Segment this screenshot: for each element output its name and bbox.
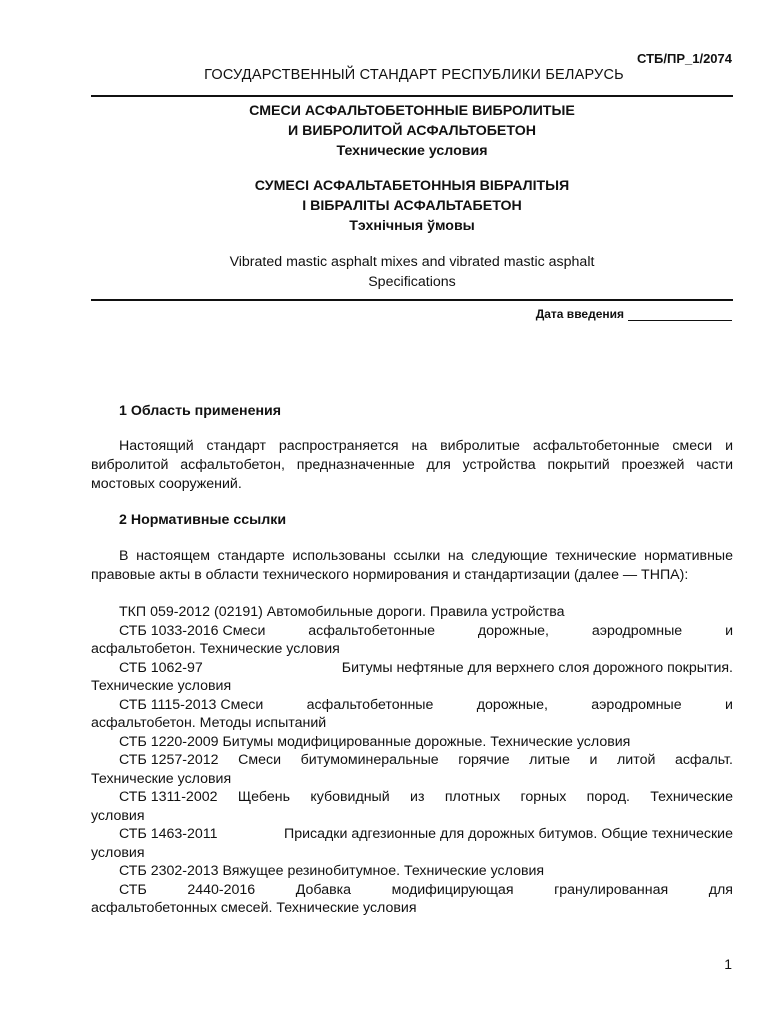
reference-word: модифицирующая xyxy=(391,881,514,898)
reference-word: дорожные, xyxy=(476,696,548,713)
reference-word: 2440-2016 xyxy=(187,881,256,898)
reference-continuation: асфальтобетонных смесей. Технические условия xyxy=(91,900,417,916)
reference-line xyxy=(91,881,733,900)
reference-line xyxy=(91,603,733,622)
reference-continuation: Технические условия xyxy=(91,770,232,787)
reference-word: Битумы нефтяные для верхнего слоя дорожного покрытия. xyxy=(341,659,733,676)
title-ru-line1: СМЕСИ АСФАЛЬТОБЕТОННЫЕ ВИБРОЛИТЫЕ xyxy=(249,103,575,119)
reference-word: ТКП 059-2012 (02191) Автомобильные дороги. Правила устройства xyxy=(119,604,565,620)
reference-word: Щебень xyxy=(237,789,290,805)
effective-date xyxy=(536,307,732,321)
reference-item xyxy=(91,622,733,659)
reference-word: СТБ 1463-2011 xyxy=(119,826,218,842)
reference-word: гранулированная xyxy=(554,881,669,898)
reference-word: и xyxy=(725,622,733,639)
reference-word: дорожные, xyxy=(477,622,549,639)
reference-word: аэродромные xyxy=(591,696,682,713)
reference-item xyxy=(91,825,733,862)
reference-word: СТБ 1257-2012 xyxy=(119,752,219,768)
reference-continuation: условия xyxy=(91,807,145,824)
reference-item xyxy=(91,788,733,825)
section-2-heading: 2 Нормативные ссылки xyxy=(119,512,287,528)
reference-word: асфальтобетонные xyxy=(308,622,435,639)
reference-word: и xyxy=(589,752,598,768)
reference-word: Добавка xyxy=(295,881,352,898)
reference-word: Присадки адгезионные для дорожных битумов. Общие технические xyxy=(284,826,733,842)
effective-date-label: Дата введения xyxy=(535,307,624,321)
reference-item xyxy=(91,881,733,918)
title-en-line2: Specifications xyxy=(368,274,456,290)
reference-word: кубовидный xyxy=(310,789,390,805)
section-1-heading: 1 Область применения xyxy=(119,403,282,419)
document-number: СТБ/ПР_1/2074 xyxy=(637,51,732,66)
reference-continuation: асфальтобетон. Методы испытаний xyxy=(91,715,327,731)
title-by-line2: І ВІБРАЛІТЫ АСФАЛЬТАБЕТОН xyxy=(302,198,522,214)
title-en-line1: Vibrated mastic asphalt mixes and vibrated mastic asphalt xyxy=(229,254,595,270)
reference-continuation: условия xyxy=(91,844,145,861)
reference-item xyxy=(91,696,733,733)
section-1-text: Настоящий стандарт распространяется на вибролитые асфальтобетонные смеси и вибролитой асфальтобетон, предназначенные для устройства покрытий проезжей части мостовых сооружений. xyxy=(91,438,733,492)
reference-word: литые xyxy=(529,752,570,768)
reference-item xyxy=(91,659,733,696)
reference-item xyxy=(91,751,733,788)
reference-word: горных xyxy=(520,789,567,805)
reference-word: Технические xyxy=(650,789,733,805)
reference-line xyxy=(91,733,733,752)
page-number: 1 xyxy=(724,956,732,972)
reference-line xyxy=(91,825,733,844)
reference-word: пород. xyxy=(586,789,630,805)
reference-word: плотных xyxy=(444,789,501,805)
title-by-subtitle: Тэхнічныя ўмовы xyxy=(349,218,475,234)
reference-line xyxy=(91,862,733,881)
reference-line xyxy=(91,696,733,715)
reference-word: СТБ 2302-2013 Вяжущее резинобитумное. Технические условия xyxy=(119,863,545,879)
title-by-line1: СУМЕСІ АСФАЛЬТАБЕТОННЫЯ ВІБРАЛІТЫЯ xyxy=(254,178,570,194)
reference-word: из xyxy=(410,789,425,805)
reference-word: СТБ 1220-2009 Битумы модифицированные дорожные. Технические условия xyxy=(119,733,631,750)
title-ru-subtitle: Технические условия xyxy=(336,143,488,159)
effective-date-blank xyxy=(628,308,732,321)
state-standard-heading: ГОСУДАРСТВЕННЫЙ СТАНДАРТ РЕСПУБЛИКИ БЕЛАРУСЬ xyxy=(204,67,624,83)
reference-continuation: асфальтобетон. Технические условия xyxy=(91,641,340,657)
reference-word: битумоминеральные xyxy=(300,752,439,768)
reference-word: асфальтобетонные xyxy=(306,696,434,713)
reference-word: горячие xyxy=(458,752,510,768)
section-2-intro: В настоящем стандарте использованы ссылки на следующие технические нормативные правовые акты в области технического нормирования и стандартизации (далее — ТНПА): xyxy=(91,548,733,583)
reference-word: аэродромные xyxy=(591,622,683,639)
reference-item xyxy=(91,733,733,752)
reference-word: асфальт. xyxy=(674,752,733,768)
reference-word: СТБ xyxy=(119,881,147,898)
reference-line xyxy=(91,659,733,678)
reference-line xyxy=(91,622,733,641)
reference-word: СТБ 1033-2016 Смеси xyxy=(119,622,266,639)
reference-word: для xyxy=(708,881,733,898)
top-rule xyxy=(91,95,733,97)
reference-word: СТБ 1311-2002 xyxy=(119,789,218,805)
bottom-rule xyxy=(91,299,733,301)
reference-line xyxy=(91,788,733,807)
reference-word: и xyxy=(725,696,733,713)
reference-word: СТБ 1062-97 xyxy=(119,659,203,676)
reference-item xyxy=(91,862,733,881)
reference-word: СТБ 1115-2013 Смеси xyxy=(119,696,264,713)
reference-item xyxy=(91,603,733,622)
reference-line xyxy=(91,751,733,770)
reference-word: Смеси xyxy=(238,752,282,768)
reference-continuation: Технические условия xyxy=(91,678,232,694)
reference-word: литой xyxy=(617,752,656,768)
references-list xyxy=(91,603,733,918)
title-ru-line2: И ВИБРОЛИТОЙ АСФАЛЬТОБЕТОН xyxy=(287,123,536,139)
